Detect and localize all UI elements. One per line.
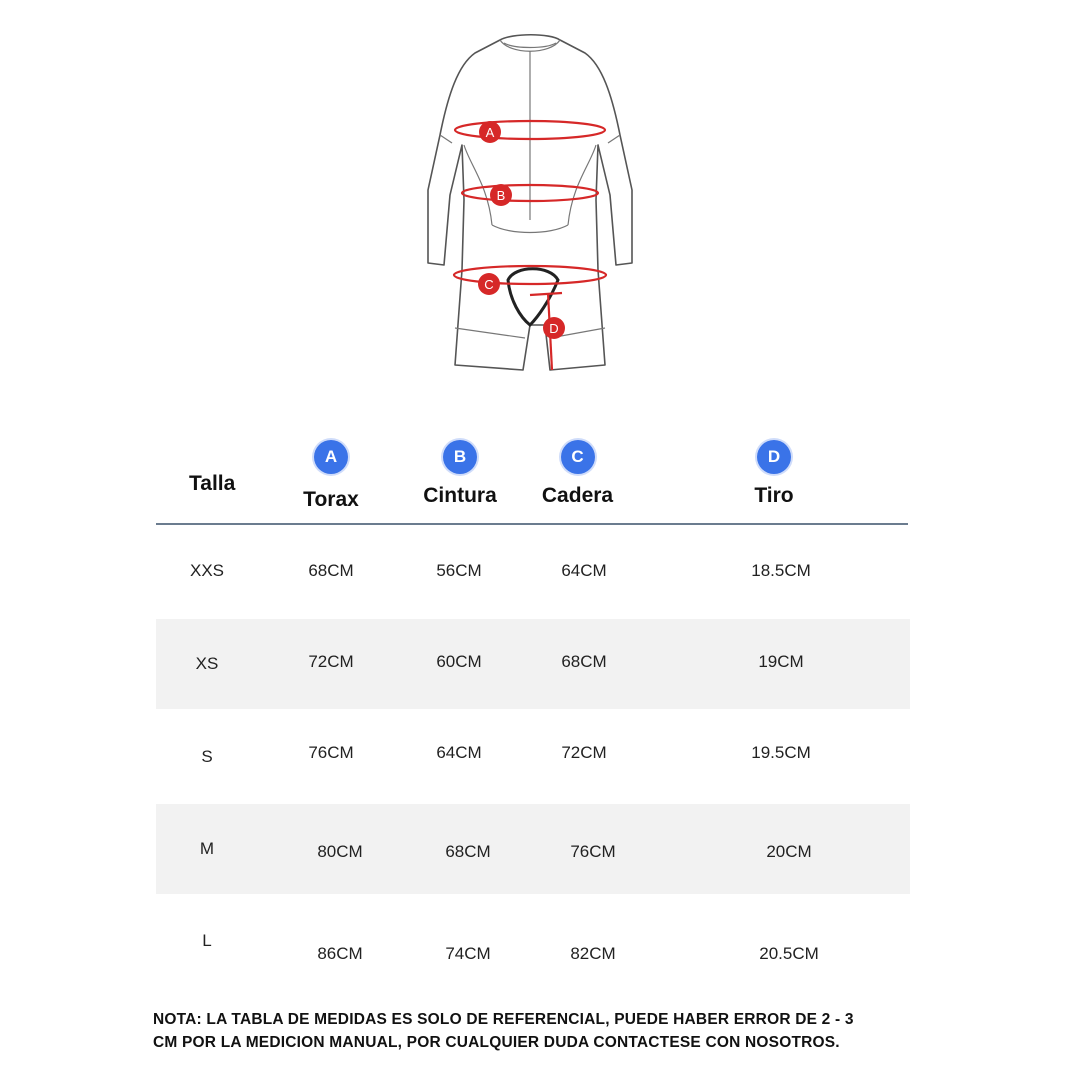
torax-cell: 72CM bbox=[308, 652, 354, 671]
table-row-l bbox=[156, 896, 910, 986]
table-row-s bbox=[156, 711, 910, 801]
column-header-cintura bbox=[410, 440, 510, 508]
size-cell: L bbox=[202, 931, 212, 950]
table-row-xxs bbox=[156, 527, 910, 617]
cintura-cell: 60CM bbox=[436, 652, 482, 671]
size-cell: XXS bbox=[189, 561, 225, 580]
torax-cell: 68CM bbox=[308, 561, 354, 580]
tiro-cell: 19CM bbox=[758, 652, 804, 671]
size-cell: M bbox=[199, 839, 215, 858]
marker-d bbox=[543, 317, 565, 339]
note-line-1: NOTA: LA TABLA DE MEDIDAS ES SOLO DE REFERENCIAL, PUEDE HABER ERROR DE 2 - 3 bbox=[153, 1011, 854, 1028]
column-header-cadera bbox=[530, 440, 625, 508]
column-label-tiro: Tiro bbox=[754, 484, 794, 507]
column-header-tiro bbox=[735, 440, 813, 508]
cadera-cell: 64CM bbox=[561, 561, 607, 580]
skinsuit-diagram bbox=[400, 25, 680, 385]
size-column-header: Talla bbox=[189, 472, 236, 495]
torax-cell: 76CM bbox=[308, 743, 354, 762]
column-label-cadera: Cadera bbox=[541, 484, 614, 507]
cintura-cell: 74CM bbox=[445, 944, 491, 963]
cadera-cell: 68CM bbox=[561, 652, 607, 671]
svg-text:B: B bbox=[496, 188, 506, 203]
cadera-cell: 76CM bbox=[570, 842, 616, 861]
tiro-cell: 20CM bbox=[766, 842, 812, 861]
cadera-cell: 82CM bbox=[570, 944, 616, 963]
svg-text:A: A bbox=[485, 125, 495, 140]
header-divider bbox=[156, 523, 908, 525]
table-row-m bbox=[156, 804, 910, 894]
cintura-cell: 56CM bbox=[436, 561, 482, 580]
column-label-cintura: Cintura bbox=[423, 484, 497, 507]
badge-c: C bbox=[561, 440, 595, 474]
marker-b bbox=[490, 184, 512, 206]
svg-text:C: C bbox=[484, 277, 494, 292]
cintura-cell: 68CM bbox=[445, 842, 491, 861]
badge-d: D bbox=[757, 440, 791, 474]
table-row-xs bbox=[156, 619, 910, 709]
column-header-torax bbox=[290, 440, 372, 512]
torax-cell: 80CM bbox=[317, 842, 363, 861]
tiro-cell: 18.5CM bbox=[751, 561, 811, 580]
cintura-cell: 64CM bbox=[436, 743, 482, 762]
skinsuit-illustration bbox=[400, 25, 680, 385]
size-cell: S bbox=[201, 747, 213, 766]
disclaimer-note bbox=[153, 1008, 943, 1054]
size-cell: XS bbox=[195, 654, 219, 673]
marker-c bbox=[478, 273, 500, 295]
badge-b: B bbox=[443, 440, 477, 474]
marker-a bbox=[479, 121, 501, 143]
note-line-2: CM POR LA MEDICION MANUAL, POR CUALQUIER DUDA CONTACTESE CON NOSOTROS. bbox=[153, 1034, 840, 1051]
badge-a: A bbox=[314, 440, 348, 474]
svg-text:D: D bbox=[549, 321, 559, 336]
tiro-cell: 20.5CM bbox=[759, 944, 819, 963]
torax-cell: 86CM bbox=[317, 944, 363, 963]
cadera-cell: 72CM bbox=[561, 743, 607, 762]
column-label-torax: Torax bbox=[303, 488, 359, 511]
tiro-cell: 19.5CM bbox=[751, 743, 811, 762]
